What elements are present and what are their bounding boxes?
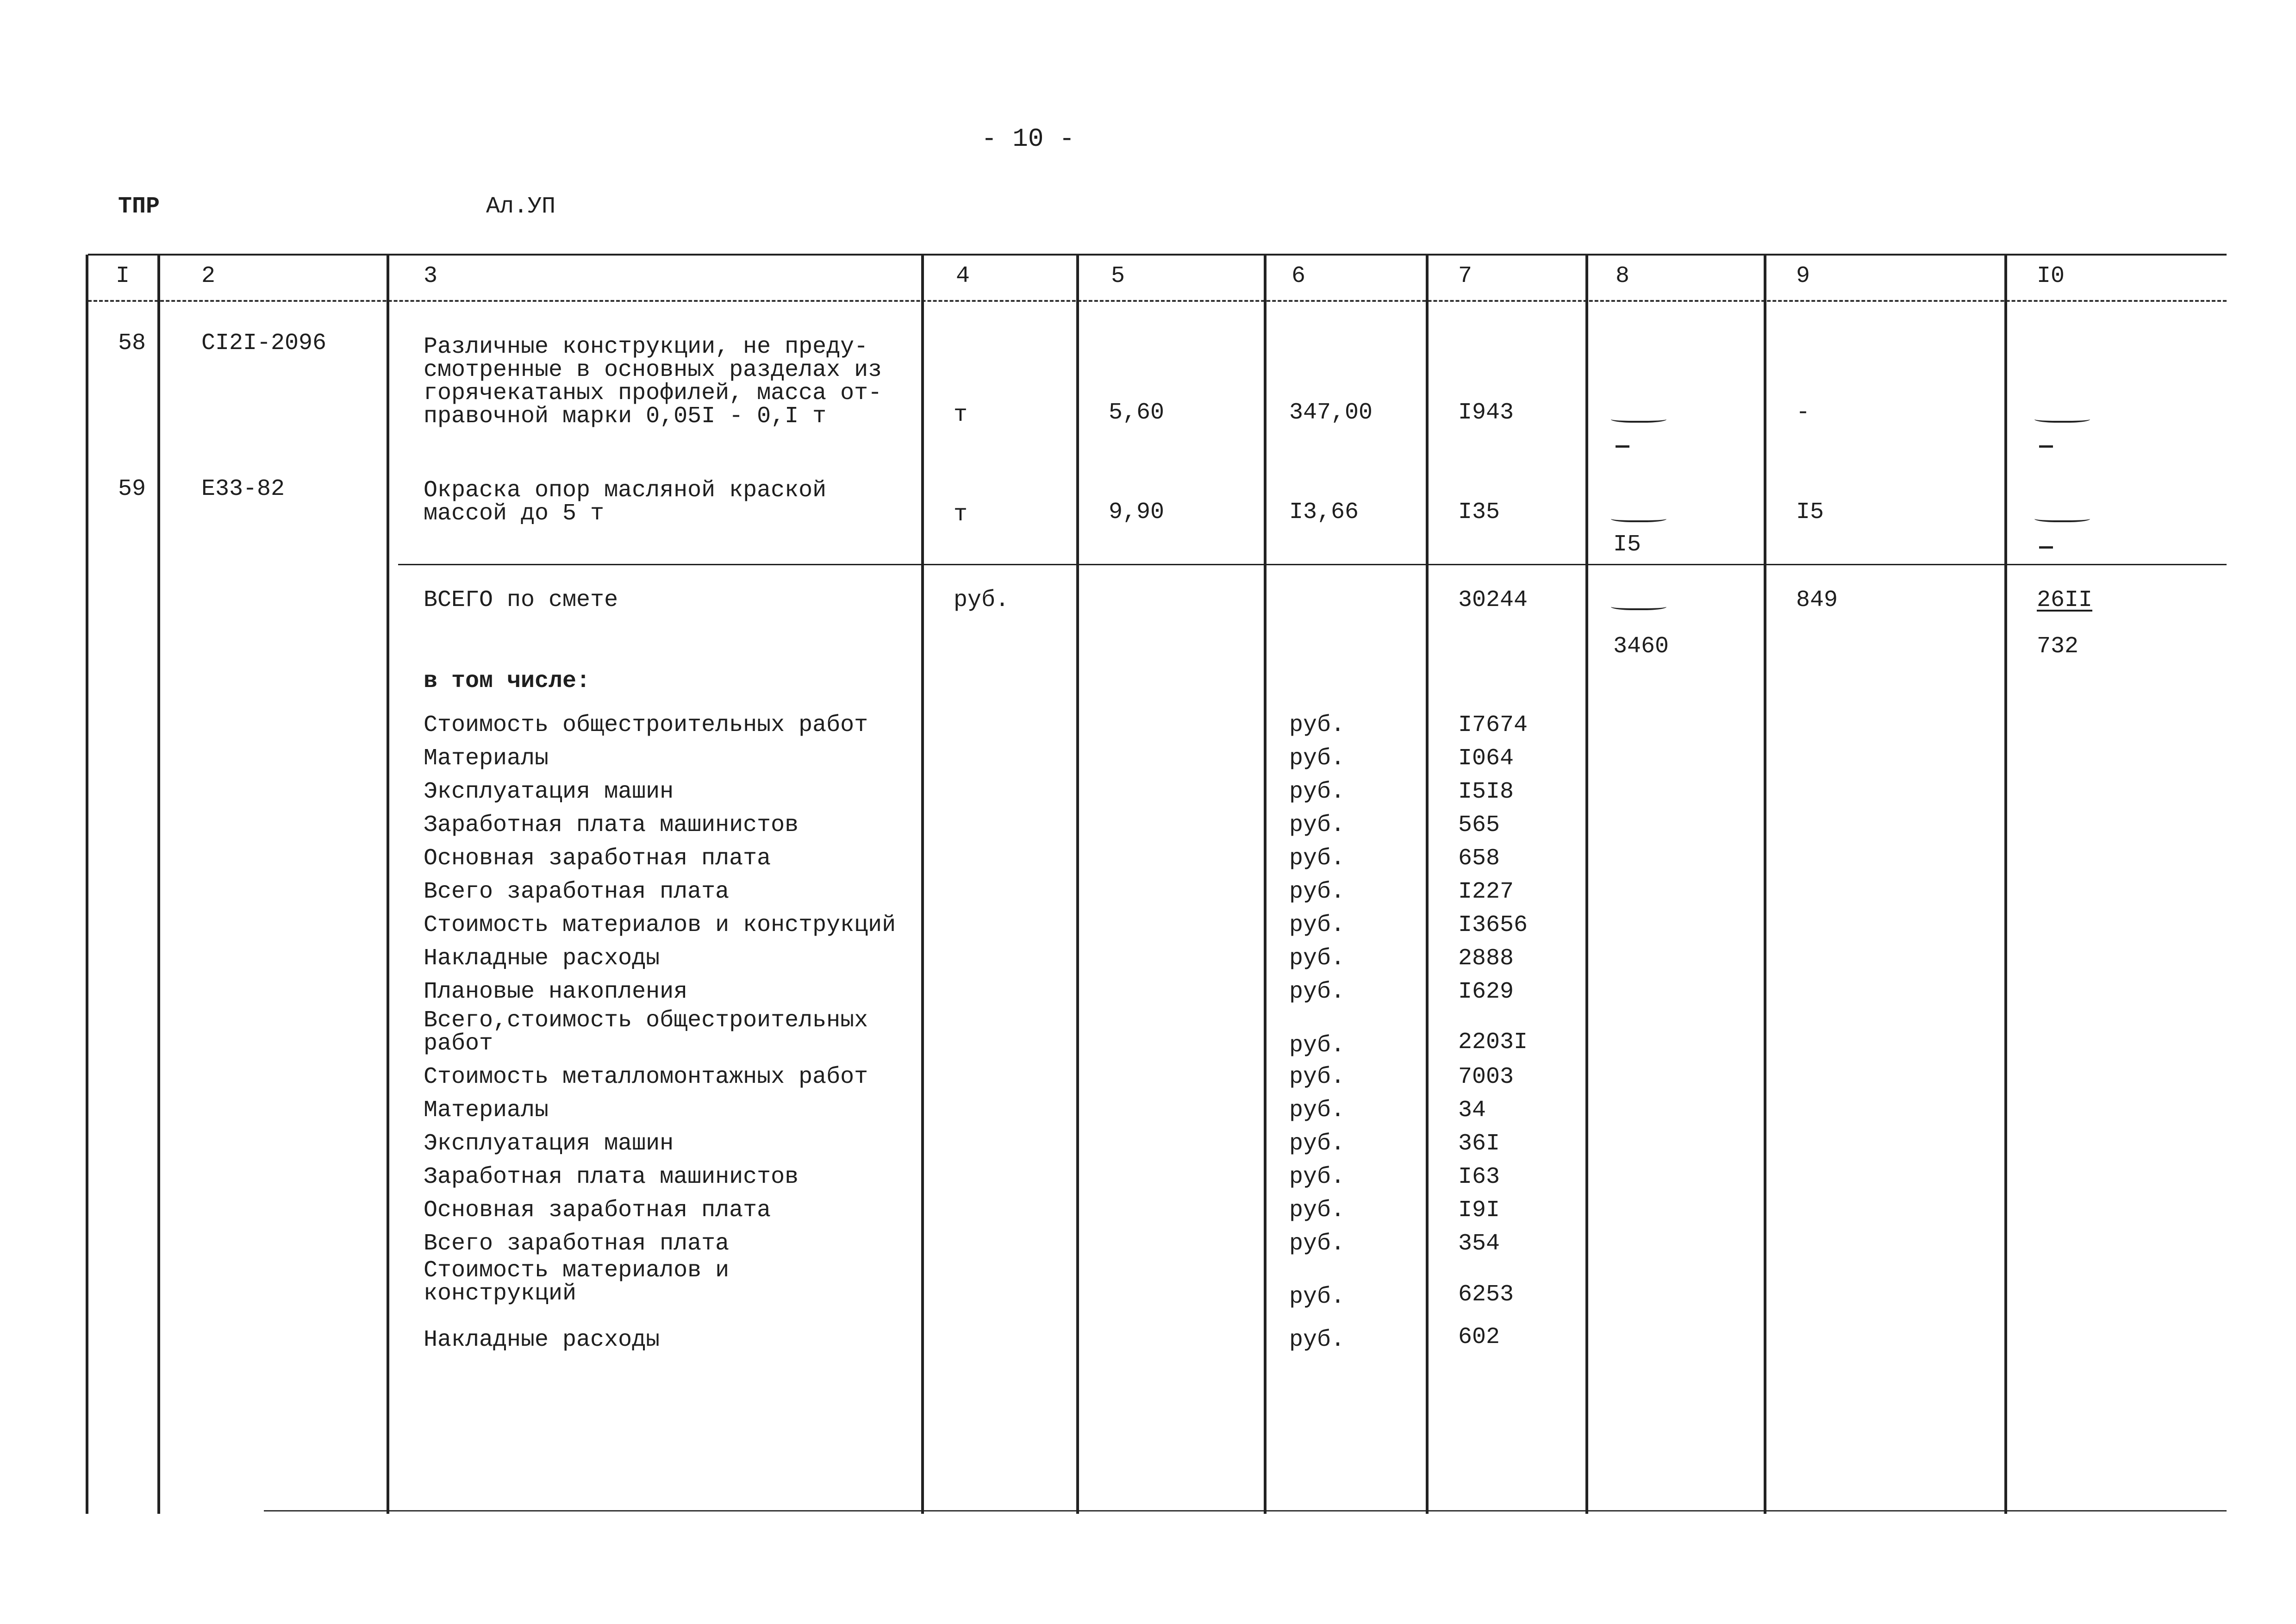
row-number: 58: [118, 330, 146, 356]
col-header-4: 4: [956, 263, 970, 289]
col-header-1: I: [116, 263, 130, 289]
row-description-line: Различные конструкции, не преду-: [424, 334, 868, 360]
breakdown-label: Заработная плата машинистов: [424, 812, 799, 838]
col-divider-0: [86, 255, 88, 1514]
breakdown-label: Стоимость материалов и: [424, 1257, 730, 1284]
breakdown-value: 565: [1458, 812, 1500, 838]
breakdown-label: Накладные расходы: [424, 945, 660, 972]
total-col10-top: 26II: [2037, 587, 2093, 613]
breakdown-label: Стоимость материалов и конструкций: [424, 912, 896, 938]
col-divider-1: [157, 255, 160, 1514]
breakdown-unit: руб.: [1289, 1064, 1345, 1090]
col-divider-4: [1076, 255, 1079, 1514]
breakdown-unit: руб.: [1289, 1032, 1345, 1059]
breakdown-value: I63: [1458, 1164, 1500, 1190]
breakdown-label: Основная заработная плата: [424, 1197, 771, 1224]
breakdown-unit: руб.: [1289, 1230, 1345, 1257]
total-col8-bottom: 3460: [1613, 633, 1669, 660]
row-number: 59: [118, 476, 146, 502]
col-header-2: 2: [201, 263, 216, 289]
breakdown-unit: руб.: [1289, 845, 1345, 872]
breakdown-unit: руб.: [1289, 1197, 1345, 1224]
col-divider-6: [1426, 255, 1429, 1514]
breakdown-label: Всего заработная плата: [424, 879, 730, 905]
breakdown-unit: руб.: [1289, 945, 1345, 972]
col-header-6: 6: [1292, 263, 1306, 289]
col-divider-9: [2004, 255, 2007, 1514]
breakdown-label: Основная заработная плата: [424, 845, 771, 872]
row-col8-bottom: I5: [1613, 531, 1641, 558]
album-code: Ал.УП: [486, 194, 556, 220]
row-code: Е33-82: [201, 476, 285, 502]
breakdown-unit: руб.: [1289, 1131, 1345, 1157]
row-quantity: 9,90: [1109, 499, 1165, 525]
breakdown-label: Накладные расходы: [424, 1327, 660, 1353]
breakdown-label: Эксплуатация машин: [424, 1131, 674, 1157]
breakdown-value: I3656: [1458, 912, 1528, 938]
fraction-bar: [1611, 602, 1666, 610]
breakdown-value: 7003: [1458, 1064, 1514, 1090]
breakdown-value: 658: [1458, 845, 1500, 872]
empty-dash: [1616, 445, 1629, 448]
breakdown-value: I9I: [1458, 1197, 1500, 1224]
breakdown-unit: руб.: [1289, 1284, 1345, 1310]
total-unit: руб.: [954, 587, 1010, 613]
breakdown-label: Материалы: [424, 1097, 549, 1124]
total-col10-bottom: 732: [2037, 633, 2079, 660]
breakdown-value: I227: [1458, 879, 1514, 905]
breakdown-unit: руб.: [1289, 912, 1345, 938]
header-separator: [88, 300, 2227, 302]
breakdown-unit: руб.: [1289, 1327, 1345, 1353]
breakdown-unit: руб.: [1289, 879, 1345, 905]
breakdown-value: 34: [1458, 1097, 1486, 1124]
breakdown-label-cont: конструкций: [424, 1280, 577, 1307]
row-total: I943: [1458, 400, 1514, 426]
breakdown-label: Стоимость общестроительных работ: [424, 712, 868, 738]
total-label: ВСЕГО по смете: [424, 587, 618, 613]
breakdown-unit: руб.: [1289, 979, 1345, 1005]
total-value: 30244: [1458, 587, 1528, 613]
row-description-line: смотренные в основных разделах из: [424, 357, 882, 383]
breakdown-unit: руб.: [1289, 779, 1345, 805]
breakdown-label: Заработная плата машинистов: [424, 1164, 799, 1190]
doc-code: ТПР: [118, 194, 160, 220]
empty-dash: [2039, 546, 2053, 549]
breakdown-value: I7674: [1458, 712, 1528, 738]
breakdown-value: I5I8: [1458, 779, 1514, 805]
row-total: I35: [1458, 499, 1500, 525]
row-col9: I5: [1796, 499, 1824, 525]
col-header-10: I0: [2037, 263, 2065, 289]
breakdown-value: I064: [1458, 745, 1514, 772]
col-header-3: 3: [424, 263, 438, 289]
breakdown-label-cont: работ: [424, 1031, 493, 1057]
breakdown-value: 602: [1458, 1324, 1500, 1350]
total-col9: 849: [1796, 587, 1838, 613]
col-divider-7: [1585, 255, 1588, 1514]
breakdown-value: 2203I: [1458, 1029, 1528, 1056]
col-divider-2: [387, 255, 389, 1514]
col-header-8: 8: [1616, 263, 1630, 289]
breakdown-value: 354: [1458, 1230, 1500, 1257]
breakdown-value: 2888: [1458, 945, 1514, 972]
row-description-line: Окраска опор масляной краской: [424, 477, 827, 504]
table-top-border: [88, 254, 2227, 256]
breakdown-value: I629: [1458, 979, 1514, 1005]
breakdown-unit: руб.: [1289, 745, 1345, 772]
empty-dash: [2039, 445, 2053, 448]
page-number: - 10 -: [981, 124, 1075, 154]
breakdown-unit: руб.: [1289, 1164, 1345, 1190]
col-header-7: 7: [1458, 263, 1472, 289]
breakdown-unit: руб.: [1289, 812, 1345, 838]
breakdown-label: Эксплуатация машин: [424, 779, 674, 805]
breakdown-label: Плановые накопления: [424, 979, 688, 1005]
fraction-bar: [2034, 414, 2090, 423]
breakdown-value: 36I: [1458, 1131, 1500, 1157]
fraction-bar: [1611, 514, 1666, 522]
row59-bottom-border: [398, 564, 2227, 565]
breakdown-value: 6253: [1458, 1281, 1514, 1308]
col-divider-5: [1264, 255, 1267, 1514]
breakdown-label: Стоимость металломонтажных работ: [424, 1064, 868, 1090]
row-description-line: массой до 5 т: [424, 500, 605, 527]
row-description-line: горячекатаных профилей, масса от-: [424, 380, 882, 406]
breakdown-label: Всего заработная плата: [424, 1230, 730, 1257]
col-header-9: 9: [1796, 263, 1810, 289]
fraction-bar: [2034, 514, 2090, 522]
breakdown-unit: руб.: [1289, 1097, 1345, 1124]
row-description-line: правочной марки 0,05I - 0,I т: [424, 403, 827, 430]
breakdown-unit: руб.: [1289, 712, 1345, 738]
breakdown-label: Материалы: [424, 745, 549, 772]
col-divider-8: [1764, 255, 1766, 1514]
row-unit: т: [954, 501, 968, 528]
col-header-5: 5: [1111, 263, 1125, 289]
table-bottom-border: [264, 1510, 2227, 1512]
row-quantity: 5,60: [1109, 400, 1165, 426]
including-label: в том числе:: [424, 668, 591, 694]
row-price: I3,66: [1289, 499, 1359, 525]
row-price: 347,00: [1289, 400, 1373, 426]
row-unit: т: [954, 402, 968, 428]
fraction-bar: [1611, 414, 1666, 423]
row-code: СI2I-2096: [201, 330, 327, 356]
breakdown-label: Всего,стоимость общестроительных: [424, 1007, 868, 1034]
row-col9: -: [1796, 400, 1810, 426]
col-divider-3: [921, 255, 924, 1514]
